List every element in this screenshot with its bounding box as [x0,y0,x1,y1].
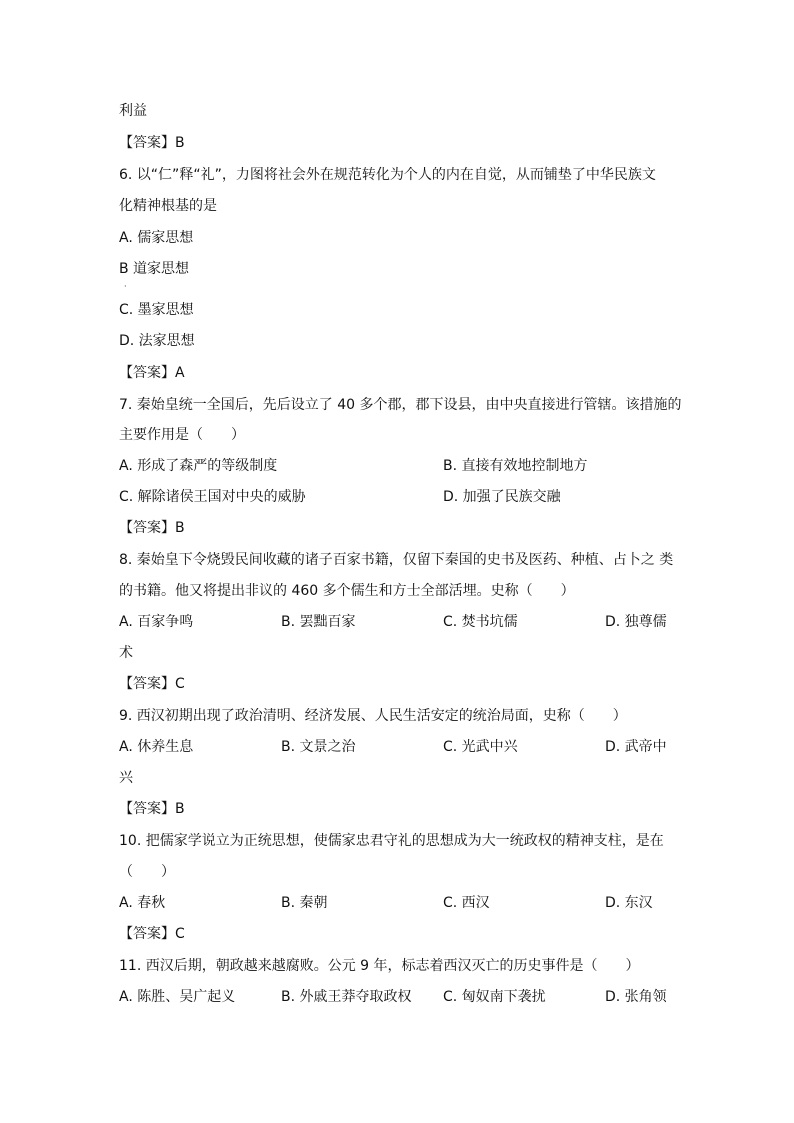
question-6-option-b: B 道家思想 [119,261,190,277]
question-9-option-d: D. 武帝中 [605,739,667,755]
question-7-options-row-1 [119,457,679,475]
question-8-options-row [119,613,679,631]
question-11-option-d: D. 张角领 [605,989,667,1005]
question-7-option-d: D. 加强了民族交融 [443,489,561,505]
question-8-option-d-continued: 术 [119,645,133,661]
question-8-option-d: D. 独尊儒 [605,614,667,630]
question-7-option-c: C. 解除诸侯王国对中央的威胁 [119,489,306,505]
answer-10: 【答案】C [119,926,185,942]
question-11-option-c: C. 匈奴南下袭扰 [443,989,546,1005]
stray-dot-mark: · [124,282,127,291]
answer-9: 【答案】B [119,801,185,817]
text-line: 利益 [119,103,147,119]
question-10-line-2: （ ） [119,864,175,880]
question-8-line-2: 的书籍。他又将提出非议的 460 多个儒生和方士全部活埋。史称（ ） [119,583,575,599]
question-7-options-row-2 [119,488,679,506]
question-7-line-2: 主要作用是（ ） [119,427,245,443]
question-8-option-a: A. 百家争鸣 [119,614,194,630]
question-9-options-row [119,738,679,756]
question-10-line-1: 10. 把儒家学说立为正统思想，使儒家忠君守礼的思想成为大一统政权的精神支柱，是在 [119,833,664,849]
question-11-option-a: A. 陈胜、吴广起义 [119,989,236,1005]
question-10-option-c: C. 西汉 [443,895,490,911]
answer-6: 【答案】A [119,365,185,381]
question-10-options-row [119,894,679,912]
question-11-option-b: B. 外戚王莽夺取政权 [281,989,412,1005]
question-11-line-1: 11. 西汉后期，朝政越来越腐败。公元 9 年，标志着西汉灭亡的历史事件是（ ） [119,958,640,974]
question-10-option-a: A. 春秋 [119,895,166,911]
question-9-option-a: A. 休养生息 [119,739,194,755]
question-6-option-c: C. 墨家思想 [119,302,194,318]
question-8-line-1: 8. 秦始皇下令烧毁民间收藏的诸子百家书籍，仅留下秦国的史书及医药、种植、占卜之 类 [119,552,674,568]
question-7-option-a: A. 形成了森严的等级制度 [119,458,278,474]
question-6-line-1: 6. 以“仁”释“礼”，力图将社会外在规范转化为个人的内在自觉，从而铺垫了中华民族文 [119,167,656,183]
question-10-option-d: D. 东汉 [605,895,653,911]
question-8-option-b: B. 罢黜百家 [281,614,356,630]
question-6-option-d: D. 法家思想 [119,333,195,349]
question-9-option-d-continued: 兴 [119,770,133,786]
question-11-options-row [119,988,679,1006]
answer-7: 【答案】B [119,520,185,536]
question-9-option-c: C. 光武中兴 [443,739,518,755]
question-6-option-a: A. 儒家思想 [119,230,194,246]
question-6-line-2: 化精神根基的是 [119,198,217,214]
answer-8: 【答案】C [119,676,185,692]
answer-5: 【答案】B [119,135,185,151]
question-9-line-1: 9. 西汉初期出现了政治清明、经济发展、人民生活安定的统治局面，史称（ ） [119,708,627,724]
question-8-option-c: C. 焚书坑儒 [443,614,518,630]
question-7-option-b: B. 直接有效地控制地方 [443,458,588,474]
question-7-line-1: 7. 秦始皇统一全国后，先后设立了 40 多个郡，郡下设县，由中央直接进行管辖。该措施的 [119,397,682,413]
question-10-option-b: B. 秦朝 [281,895,328,911]
question-9-option-b: B. 文景之治 [281,739,356,755]
